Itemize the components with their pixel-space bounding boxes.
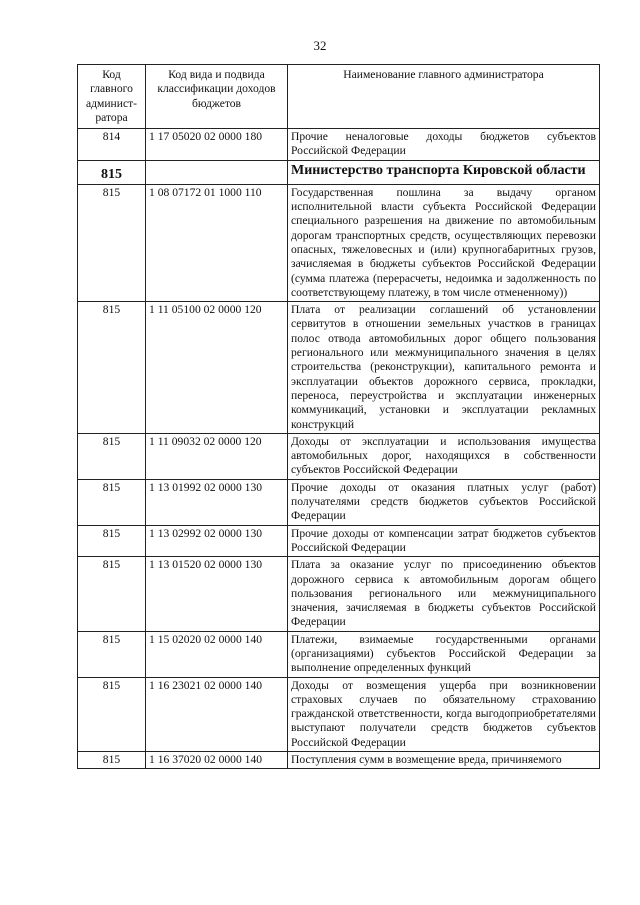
revenue-codes-table — [77, 64, 600, 769]
admin-code-cell: 815 — [78, 160, 146, 184]
table-row — [78, 677, 600, 751]
ministry-row — [78, 160, 600, 184]
table-row — [78, 631, 600, 677]
admin-code-cell: 815 — [78, 479, 146, 525]
administrator-name-cell: Прочие доходы от компенсации затрат бюджетов субъектов Российской Федерации — [288, 525, 600, 557]
classification-code-cell: 1 11 05100 02 0000 120 — [146, 302, 288, 434]
admin-code-cell: 814 — [78, 129, 146, 161]
admin-code-cell: 815 — [78, 525, 146, 557]
classification-code-cell: 1 13 01992 02 0000 130 — [146, 479, 288, 525]
table-row — [78, 184, 600, 301]
classification-code-cell: 1 13 01520 02 0000 130 — [146, 557, 288, 631]
classification-code-cell: 1 08 07172 01 1000 110 — [146, 184, 288, 301]
table-row — [78, 479, 600, 525]
table-row — [78, 525, 600, 557]
admin-code-cell: 815 — [78, 557, 146, 631]
classification-code-cell: 1 13 02992 02 0000 130 — [146, 525, 288, 557]
administrator-name-cell: Доходы от эксплуатации и использования имущества автомобильных дорог, находящихся в собственности субъектов Российской Федерации — [288, 433, 600, 479]
administrator-name-cell: Доходы от возмещения ущерба при возникновении страховых случаев по обязательному страхованию гражданской ответственности, когда выгодоприобретателями выступают получатели средств бюджетов субъектов Российской Федерации — [288, 677, 600, 751]
table-row — [78, 752, 600, 769]
page-number: 32 — [313, 38, 327, 53]
admin-code-cell: 815 — [78, 433, 146, 479]
classification-code-cell: 1 16 37020 02 0000 140 — [146, 752, 288, 769]
admin-code-cell: 815 — [78, 752, 146, 769]
classification-code-cell — [146, 160, 288, 184]
administrator-name-cell: Прочие доходы от оказания платных услуг (работ) получателями средств бюджетов субъектов Российской Федерации — [288, 479, 600, 525]
admin-code-cell: 815 — [78, 184, 146, 301]
classification-code-cell: 1 17 05020 02 0000 180 — [146, 129, 288, 161]
admin-code-cell: 815 — [78, 631, 146, 677]
table-row — [78, 129, 600, 161]
admin-code-cell: 815 — [78, 677, 146, 751]
administrator-name-cell: Министерство транспорта Кировской области — [288, 160, 600, 184]
header-admin-code: Код главного админист-ратора — [78, 65, 146, 129]
administrator-name-cell: Плата от реализации соглашений об установлении сервитутов в отношении земельных участков в границах полос отвода автомобильных дорог общего пользования регионального или межмуниципального значения в целях строительства (реконструкции), капитального ремонта и эксплуатации объектов дорожного сервиса, прокладки, переноса, переустройства и эксплуатации инженерных коммуникаций, установки и эксплуатации рекламных конструкций — [288, 302, 600, 434]
administrator-name-cell: Поступления сумм в возмещение вреда, причиняемого — [288, 752, 600, 769]
table-body — [78, 129, 600, 769]
header-administrator-name: Наименование главного администратора — [288, 65, 600, 129]
header-classification-code: Код вида и подвида классификации доходов бюджетов — [146, 65, 288, 129]
administrator-name-cell: Плата за оказание услуг по присоединению объектов дорожного сервиса к автомобильным дорогам общего пользования регионального или межмуниципального значения, зачисляемая в бюджеты субъектов Российской Федерации — [288, 557, 600, 631]
table-header-row — [78, 65, 600, 129]
admin-code-cell: 815 — [78, 302, 146, 434]
administrator-name-cell: Прочие неналоговые доходы бюджетов субъектов Российской Федерации — [288, 129, 600, 161]
classification-code-cell: 1 16 23021 02 0000 140 — [146, 677, 288, 751]
classification-code-cell: 1 11 09032 02 0000 120 — [146, 433, 288, 479]
classification-code-cell: 1 15 02020 02 0000 140 — [146, 631, 288, 677]
table-row — [78, 433, 600, 479]
administrator-name-cell: Государственная пошлина за выдачу органом исполнительной власти субъекта Российской Федерации специального разрешения на движение по автомобильным дорогам транспортных средств, осуществляющих перевозки опасных, тяжеловесных и (или) крупногабаритных грузов, зачисляемая в бюджеты субъектов Российской Федерации (сумма платежа (перерасчеты, недоимка и задолженность по соответствующему платежу, в том числе отмененному)) — [288, 184, 600, 301]
table-row — [78, 557, 600, 631]
administrator-name-cell: Платежи, взимаемые государственными органами (организациями) субъектов Российской Федерации за выполнение определенных функций — [288, 631, 600, 677]
table-row — [78, 302, 600, 434]
